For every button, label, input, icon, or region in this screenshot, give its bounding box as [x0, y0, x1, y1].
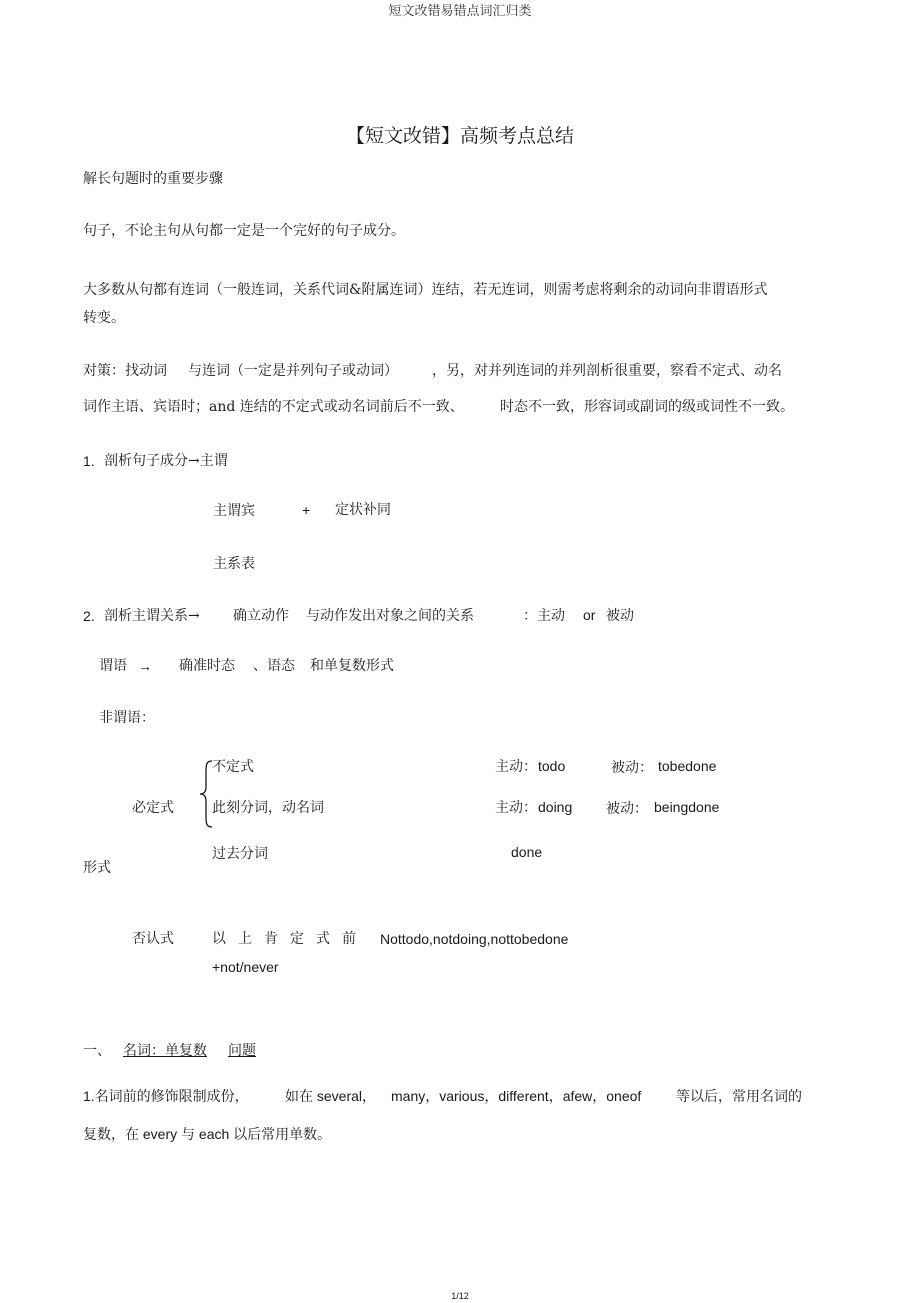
row-2-active-label: 主动： — [495, 800, 537, 816]
negative-forms: Nottodo,notdoing,nottobedone — [380, 931, 569, 947]
strategy-part-d: 词作主语、宾语时；and 连结的不定式或动名词前后不一致、 — [83, 399, 464, 415]
modifier-pattern: 定状补同 — [335, 502, 391, 518]
section-1-p2: 复数，在 every 与 each 以后常用单数。 — [83, 1126, 332, 1142]
predicate-voice: 、语态 — [253, 658, 295, 674]
row-1-active-label: 主动： — [495, 759, 537, 775]
running-header: 短文改错易错点词汇归类 — [388, 4, 532, 19]
item-2-or: or — [583, 607, 596, 623]
intro-heading: 解长句题时的重要步骤 — [83, 171, 223, 187]
arrow-icon: → — [138, 658, 152, 674]
intro-paragraph-2-line-2: 转变。 — [83, 310, 125, 326]
section-1-number: 一、 — [83, 1043, 111, 1059]
intro-paragraph-1: 句子，不论主句从句都一定是一个完好的句子成分。 — [83, 223, 405, 239]
row-2-form: 此刻分词，动名词 — [212, 800, 324, 816]
predicate-label: 谓语 — [99, 658, 127, 674]
linking-pattern: 主系表 — [213, 556, 255, 572]
item-2-text-a: 剖析主谓关系→ — [104, 608, 200, 624]
predicate-tense: 确准时态 — [179, 658, 235, 674]
strategy-part-e: 时态不一致，形容词或副词的级或词性不一致。 — [500, 399, 794, 415]
row-1-passive-label: 被动： — [611, 760, 653, 776]
section-1-p1-b: 如在 several， — [285, 1088, 377, 1104]
non-predicate-label: 非谓语： — [99, 710, 155, 726]
item-1-number: 1. — [83, 453, 95, 469]
section-1-p1-d: 等以后，常用名词的 — [676, 1088, 802, 1104]
item-1-text: 剖析句子成分→主谓 — [104, 453, 228, 469]
strategy-part-a: 对策：找动词 — [83, 363, 167, 379]
affirmative-label: 必定式 — [132, 800, 174, 816]
item-2-passive: 被动 — [606, 608, 634, 624]
plus-sign: + — [302, 502, 311, 518]
svo-pattern: 主谓宾 — [213, 503, 255, 519]
row-1-form: 不定式 — [212, 759, 254, 775]
page-title: 【短文改错】高频考点总结 — [345, 125, 574, 147]
item-2-number: 2. — [83, 608, 95, 624]
negative-text: 以上肯定式前 — [212, 931, 368, 947]
item-2-active: ：主动 — [523, 608, 565, 624]
negative-label: 否认式 — [132, 931, 174, 947]
row-1-active: todo — [538, 758, 566, 774]
row-2-active: doing — [538, 799, 573, 815]
section-1-p1-c: many，various，different，afew，oneof — [391, 1088, 642, 1104]
section-1-title — [123, 1044, 262, 1058]
form-label: 形式 — [83, 860, 111, 876]
row-2-passive-label: 被动： — [606, 801, 648, 817]
item-2-text-b: 确立动作 — [233, 608, 289, 624]
section-1-p1-a: 1.名词前的修饰限制成份， — [83, 1088, 249, 1104]
item-2-text-c: 与动作发出对象之间的关系 — [306, 608, 474, 624]
strategy-part-b: 与连词（一定是并列句子或动词） — [188, 363, 398, 379]
row-3-form: 过去分词 — [212, 846, 268, 862]
row-3-active: done — [511, 844, 543, 860]
row-1-passive: tobedone — [658, 758, 717, 774]
strategy-part-c: ，另，对并列连词的并列剖析很重要，察看不定式、动名 — [432, 363, 782, 379]
section-1-title-b: 问题 — [228, 1043, 256, 1059]
intro-paragraph-2-line-1: 大多数从句都有连词（一般连词，关系代词&附属连词）连结，若无连词，则需考虑将剩余的动词向非谓语形式 — [83, 282, 768, 298]
predicate-number: 和单复数形式 — [310, 658, 394, 674]
negative-plus: +not/never — [212, 959, 279, 975]
row-2-passive: beingdone — [654, 799, 720, 815]
section-1-title-a: 名词：单复数 — [123, 1043, 207, 1059]
page-number: 1/12 — [451, 1291, 469, 1301]
